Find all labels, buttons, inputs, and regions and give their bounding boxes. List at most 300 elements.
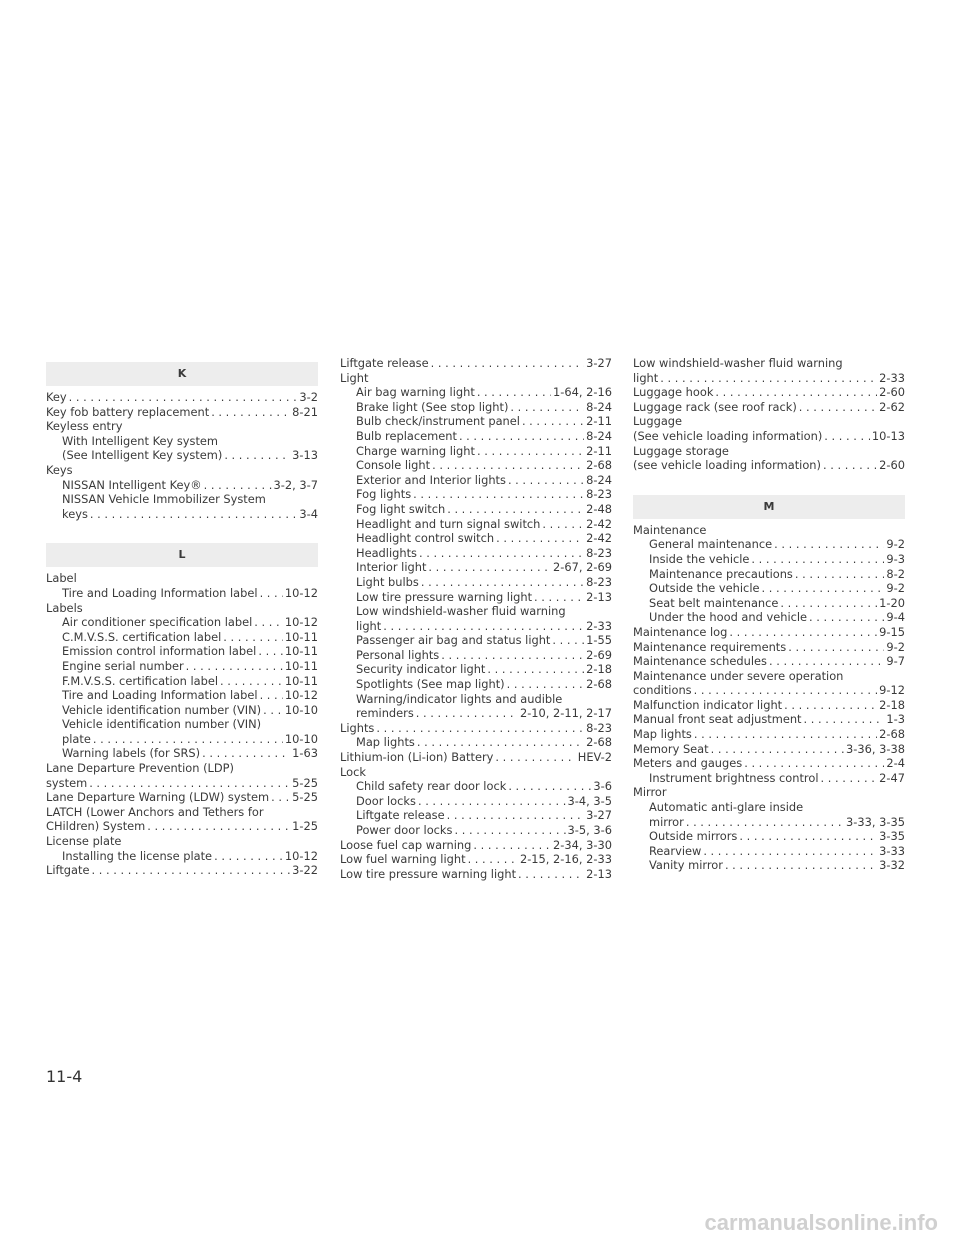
index-subentry [340,604,612,619]
entry-label: Mirror [633,785,667,800]
dot-leader [214,849,283,864]
index-entry [340,852,612,867]
entry-label: Passenger air bag and status light [356,633,551,648]
index-subentry [46,703,318,718]
index-subentry [340,677,612,692]
index-entry [633,625,905,640]
page-reference: 8-2 [886,566,905,581]
index-subentry [340,414,612,429]
entry-label: Labels [46,600,83,615]
entry-label: Outside mirrors [649,829,738,844]
entry-label: Maintenance log [633,624,728,639]
entry-label: Headlight and turn signal switch [356,516,541,531]
dot-leader [419,546,584,561]
entry-label: Child safety rear door lock [356,779,507,794]
entry-label: Fog light switch [356,501,446,516]
index-entry [633,444,905,459]
page-reference: 2-68 [586,677,612,692]
entry-label: Malfunction indicator light [633,697,783,712]
dot-leader [694,683,878,698]
index-entry [340,356,612,371]
page-reference: 2-33 [879,370,905,385]
index-subentry [340,794,612,809]
entry-label: Map lights [633,727,692,742]
entry-label: Emission control information label [62,644,257,659]
index-subentry [46,492,318,507]
entry-label: Warning labels (for SRS) [62,746,201,761]
page-reference: 3-22 [292,863,318,878]
page-reference: 9-2 [886,537,905,552]
dot-leader [211,405,290,420]
page-reference: 8-24 [586,428,612,443]
entry-label: Inside the vehicle [649,551,750,566]
index-subentry [340,633,612,648]
index-entry [633,385,905,400]
index-subentry [340,531,612,546]
entry-label: system [46,775,88,790]
index-entry [340,765,612,780]
index-entry [46,761,318,776]
page-reference: 10-11 [284,629,318,644]
entry-label: Headlights [356,545,417,560]
dot-leader [432,458,584,473]
dot-leader [715,385,877,400]
dot-leader [202,746,290,761]
entry-label: Spotlights (See map light) [356,677,505,692]
index-subentry [633,815,905,830]
page-reference: 8-24 [586,399,612,414]
entry-label: Key [46,390,67,404]
dot-leader [739,829,877,844]
page-reference: 3-35 [879,829,905,844]
page-reference: 8-21 [292,404,318,419]
dot-leader [416,706,518,721]
entry-label: Lights [340,720,375,735]
entry-label: Low tire pressure warning light [356,589,533,604]
dot-leader [90,507,298,522]
page-reference: 3-27 [586,356,612,370]
page-reference: 2-42 [586,516,612,531]
entry-label: Keys [46,462,73,477]
dot-leader [477,444,584,459]
entry-label: Bulb replacement [356,428,457,443]
index-subentry [46,717,318,732]
page-reference: 8-23 [586,487,612,502]
index-subentry [46,448,318,463]
dot-leader [204,478,272,493]
dot-leader [147,819,290,834]
entry-label: Maintenance [633,522,707,537]
page-reference: 3-36, 3-38 [846,741,905,756]
entry-label: Lane Departure Warning (LDW) system [46,790,270,805]
dot-leader [824,429,870,444]
index-entry [633,727,905,742]
dot-leader [507,677,585,692]
entry-label: (see vehicle loading information) [633,458,821,473]
page-reference: 3-5, 3-6 [567,823,612,837]
index-subentry [633,537,905,552]
index-subentry [46,644,318,659]
index-entry [633,458,905,473]
entry-label: light [356,618,382,633]
page-reference: 2-60 [879,458,905,473]
index-entry [46,790,318,805]
index-subentry [633,844,905,859]
entry-label: CHildren) System [46,819,146,834]
page-reference: 3-4, 3-5 [567,793,612,808]
dot-leader [258,644,283,659]
entry-label: Fog lights [356,487,412,502]
dot-leader [260,688,283,703]
page-reference: 9-2 [886,581,905,596]
entry-label: Headlight control switch [356,531,495,546]
dot-leader [821,771,878,786]
page-reference: 8-23 [586,574,612,589]
dot-leader [383,619,584,634]
page-reference: 10-12 [284,615,318,630]
page-reference: 2-69 [586,647,612,662]
index-entry [340,750,612,765]
index-subentry [340,619,612,634]
page-reference: 2-18 [586,662,612,677]
page-reference: 5-25 [292,790,318,805]
dot-leader [703,844,877,859]
entry-label: C.M.V.S.S. certification label [62,629,222,644]
dot-leader [769,654,884,669]
dot-leader [729,625,877,640]
index-subentry [46,434,318,449]
entry-label: (See vehicle loading information) [633,428,823,443]
page-reference: 3-27 [586,808,612,823]
entry-label: Vanity mirror [649,858,723,873]
entry-label: Seat belt maintenance [649,595,779,610]
page-reference: 2-68 [586,735,612,750]
dot-leader [418,794,566,809]
index-subentry [340,444,612,459]
page-reference: 2-33 [586,618,612,633]
entry-label: Rearview [649,843,702,858]
dot-leader [254,615,283,630]
page-reference: 2-34, 3-30 [553,837,612,852]
page-reference: 3-33 [879,843,905,858]
page-reference: 1-55 [586,633,612,648]
dot-leader [774,537,884,552]
index-entry [340,838,612,853]
index-entry [46,571,318,586]
dot-leader [459,429,584,444]
dot-leader [780,596,877,611]
page-reference: 2-11 [586,414,612,429]
entry-label: Key fob battery replacement [46,404,210,419]
dot-leader [220,674,283,689]
entry-label: General maintenance [649,537,773,552]
entry-label: Air bag warning light [356,385,475,400]
page-reference: 1-63 [292,746,318,761]
page-reference: 3-13 [292,448,318,463]
index-subentry [46,615,318,630]
dot-leader [441,648,584,663]
entry-label: Vehicle identification number (VIN) [62,717,262,732]
entry-label: Keyless entry [46,419,123,434]
index-subentry [340,662,612,677]
entry-label: Air conditioner specification label [62,615,253,630]
page-reference: 2-18 [879,697,905,712]
entry-label: Light bulbs [356,574,419,589]
page-reference: 9-12 [879,683,905,698]
index-subentry [340,823,612,838]
entry-label: Maintenance precautions [649,566,793,581]
entry-label: Manual front seat adjustment [633,712,802,727]
index-entry [633,669,905,684]
index-subentry [340,735,612,750]
page-reference: 2-47 [879,770,905,785]
index-subentry [633,552,905,567]
entry-label: F.M.V.S.S. certification label [62,673,219,688]
index-subentry [340,487,612,502]
dot-leader [660,371,877,386]
index-entry [46,863,318,878]
dot-leader [454,823,565,838]
dot-leader [725,858,877,873]
page-reference: 2-62 [879,399,905,414]
index-entry [340,867,612,882]
index-subentry [340,590,612,605]
dot-leader [487,662,584,677]
entry-label: light [633,370,659,385]
dot-leader [260,586,283,601]
dot-leader [473,838,551,853]
index-subentry [340,648,612,663]
dot-leader [447,808,585,823]
dot-leader [804,712,885,727]
dot-leader [91,863,290,878]
entry-label: Engine serial number [62,658,184,673]
dot-leader [510,400,584,415]
entry-label: Tire and Loading Information label [62,688,258,703]
dot-leader [496,531,584,546]
index-subentry [633,771,905,786]
entry-label: Instrument brightness control [649,770,819,785]
index-subentry [340,706,612,721]
index-entry [633,400,905,415]
dot-leader [795,567,885,582]
index-entry [633,414,905,429]
index-subentry [633,800,905,815]
dot-leader [762,581,885,596]
index-subentry [633,567,905,582]
index-entry [46,805,318,820]
page-reference: 9-2 [886,639,905,654]
dot-leader [495,750,575,765]
dot-leader [751,552,884,567]
dot-leader [508,779,591,794]
entry-label: Low tire pressure warning light [340,866,517,881]
page-reference: 10-12 [284,688,318,703]
dot-leader [508,473,584,488]
index-subentry [46,659,318,674]
index-entry [46,419,318,434]
page-reference: 2-48 [586,501,612,516]
index-entry [633,683,905,698]
page-reference: 8-23 [586,720,612,735]
entry-label: Door locks [356,793,416,808]
entry-label: Maintenance under severe operation [633,668,844,683]
dot-leader [694,727,877,742]
page-reference: 9-7 [886,654,905,669]
index-subentry [340,458,612,473]
entry-label: Power door locks [356,823,453,837]
dot-leader [186,659,283,674]
index-subentry [340,517,612,532]
page-reference: 9-15 [879,624,905,639]
entry-label: Lithium-ion (Li-ion) Battery [340,750,494,765]
page-reference: 3-33, 3-35 [846,814,905,829]
index-subentry [340,575,612,590]
entry-label: Vehicle identification number (VIN) [62,702,262,717]
page-reference: 10-12 [284,848,318,863]
page-reference: 2-10, 2-11, 2-17 [519,706,612,721]
index-subentry [340,400,612,415]
dot-leader [224,448,290,463]
entry-label: conditions [633,683,692,698]
dot-leader [686,815,844,830]
page-reference: 2-68 [879,727,905,742]
entry-label: Liftgate release [340,356,429,370]
entry-label: reminders [356,706,414,721]
watermark-logo: carmanualsonline.info [704,1210,938,1235]
index-entry [46,776,318,791]
entry-label: License plate [46,834,122,849]
entry-label: Luggage storage [633,443,729,458]
section-header: L [46,543,318,567]
entry-label: Luggage rack (see roof rack) [633,399,797,414]
entry-label: Personal lights [356,647,440,662]
entry-label: Maintenance schedules [633,654,767,669]
page-reference: 3-4 [299,506,318,521]
dot-leader [784,698,877,713]
index-subentry [340,692,612,707]
entry-label: Interior light [356,560,427,575]
entry-label: Luggage hook [633,385,714,400]
entry-label: Charge warning light [356,443,475,458]
dot-leader [823,458,877,473]
entry-label: Tire and Loading Information label [62,585,258,600]
entry-label: Loose fuel cap warning [340,837,472,852]
dot-leader [788,640,884,655]
dot-leader [468,852,518,867]
entry-label: Automatic anti-glare inside [649,800,804,815]
index-entry [633,640,905,655]
entry-label: NISSAN Vehicle Immobilizer System [62,492,266,507]
dot-leader [421,575,584,590]
entry-label: Low fuel warning light [340,852,466,867]
index-subentry [46,746,318,761]
entry-label: Installing the license plate [62,848,213,863]
page-reference: HEV-2 [577,750,612,765]
dot-leader [376,721,584,736]
entry-label: Exterior and Interior lights [356,472,506,487]
index-subentry [46,732,318,747]
dot-leader [447,502,584,517]
page-reference: 3-32 [879,858,905,873]
page-reference: 2-42 [586,531,612,546]
page-reference: 2-60 [879,385,905,400]
page-reference: 9-4 [886,610,905,625]
entry-label: Meters and gauges [633,756,743,771]
index-subentry [46,688,318,703]
dot-leader [93,732,283,747]
page-reference: 2-68 [586,458,612,473]
index-subentry [46,849,318,864]
page-reference: 10-11 [284,658,318,673]
dot-leader [711,742,844,757]
dot-leader [534,590,584,605]
entry-label: Warning/indicator lights and audible [356,691,563,706]
entry-label: Under the hood and vehicle [649,610,808,625]
index-entry [633,742,905,757]
index-column-1 [46,356,318,878]
index-entry [340,371,612,386]
entry-label: Console light [356,458,431,473]
index-subentry [633,858,905,873]
page-reference: 3-2, 3-7 [273,477,318,492]
entry-label: (See Intelligent Key system) [62,448,223,463]
index-entry [46,819,318,834]
page-reference: 10-12 [284,585,318,600]
dot-leader [69,390,298,405]
index-subentry [633,829,905,844]
dot-leader [522,414,584,429]
index-subentry [633,581,905,596]
index-entry [633,712,905,727]
page-reference: 10-10 [284,731,318,746]
page-reference: 2-4 [886,756,905,771]
dot-leader [552,633,584,648]
index-subentry [340,546,612,561]
page-reference: 9-3 [886,551,905,566]
index-subentry [633,596,905,611]
index-subentry [340,473,612,488]
index-subentry [340,779,612,794]
entry-label: Maintenance requirements [633,639,787,654]
page-reference: 2-15, 2-16, 2-33 [519,852,612,867]
page-reference: 10-10 [284,702,318,717]
index-entry [340,721,612,736]
page-reference: 2-13 [586,866,612,881]
entry-label: Liftgate release [356,808,445,823]
index-entry [633,429,905,444]
entry-label: With Intelligent Key system [62,433,219,448]
index-entry [633,371,905,386]
entry-label: Luggage [633,414,683,429]
index-entry [46,601,318,616]
index-subentry [46,674,318,689]
page-reference: 2-67, 2-69 [553,560,612,575]
dot-leader [542,517,584,532]
page-reference: 3-6 [593,779,612,794]
entry-label: Map lights [356,735,415,750]
section-header: K [46,362,318,386]
entry-label: Bulb check/instrument panel [356,414,520,429]
entry-label: Security indicator light [356,662,486,677]
page-reference: 1-25 [292,819,318,834]
dot-leader [417,735,584,750]
entry-label: LATCH (Lower Anchors and Tethers for [46,804,264,819]
index-subentry [340,385,612,400]
index-entry [633,698,905,713]
index-subentry [340,560,612,575]
dot-leader [413,487,584,502]
